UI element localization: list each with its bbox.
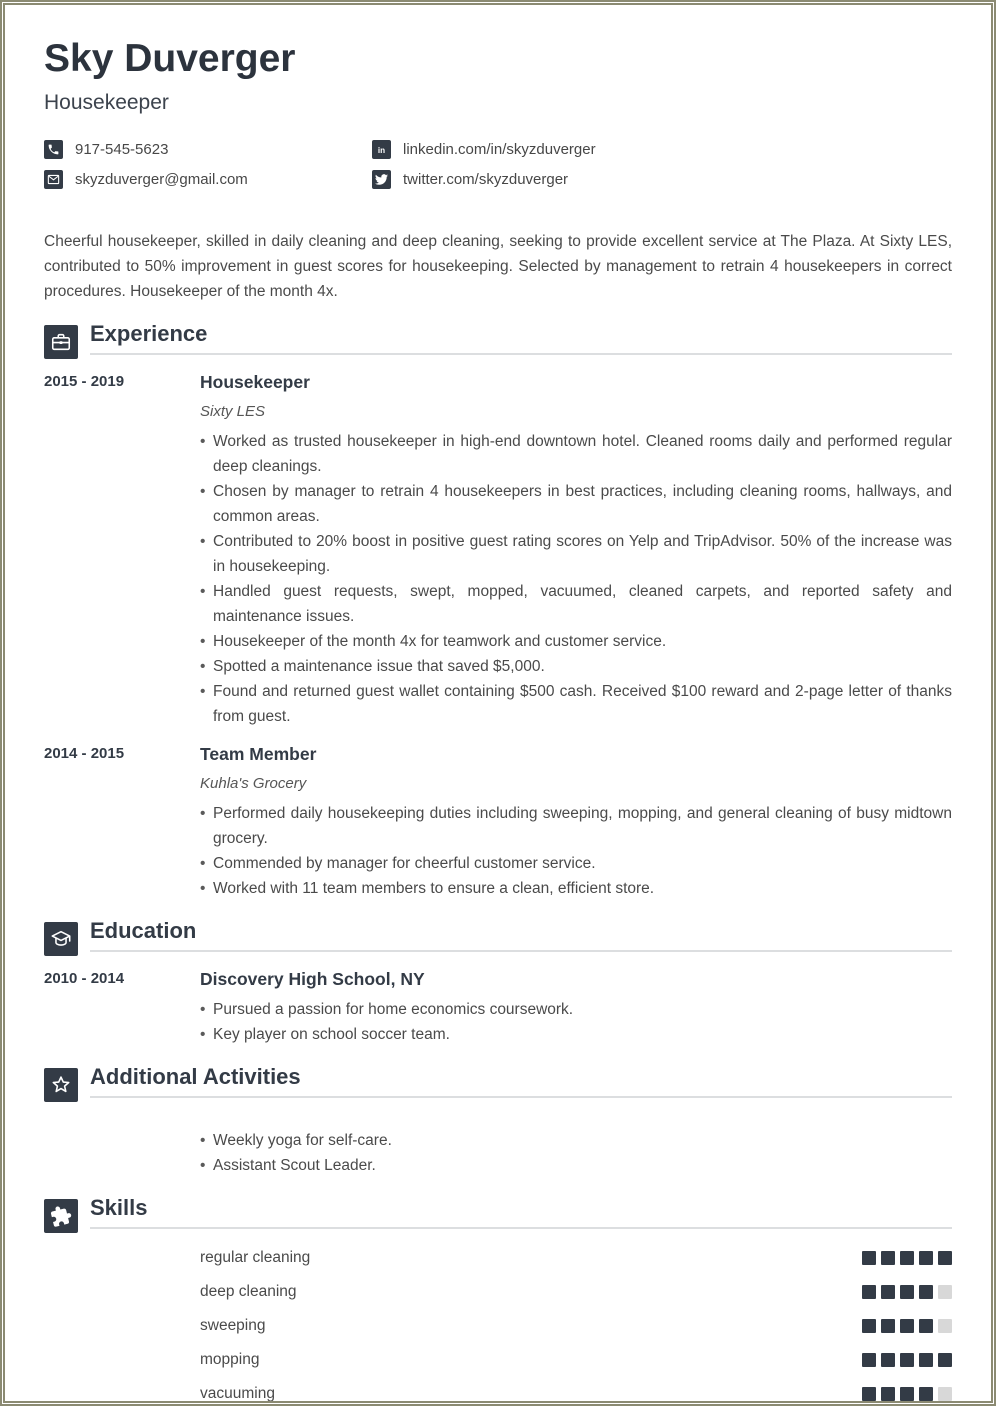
rating-square-filled (919, 1319, 933, 1333)
entry (44, 743, 952, 901)
bullet-item: • Commended by manager for cheerful customer service. (200, 851, 952, 876)
skill-row (200, 1343, 952, 1377)
contact-item (372, 170, 952, 189)
experience-entries (44, 371, 952, 901)
bullet-item: • Assistant Scout Leader. (200, 1153, 952, 1178)
skill-name: mopping (200, 1351, 260, 1368)
entry-role: Discovery High School, NY (200, 969, 425, 989)
entry-body (200, 743, 952, 901)
section-title-underline (90, 322, 952, 355)
bullet-item: • Key player on school soccer team. (200, 1022, 952, 1047)
skills-list (44, 1241, 952, 1406)
bullet-item: • Worked with 11 team members to ensure a clean, efficient store. (200, 876, 952, 901)
resume-header (44, 35, 952, 189)
rating-square-filled (881, 1387, 895, 1401)
skill-rating (862, 1251, 952, 1265)
rating-square-filled (881, 1319, 895, 1333)
graduation-cap-icon (44, 922, 78, 956)
activities-entries (44, 1114, 952, 1178)
rating-square-filled (900, 1285, 914, 1299)
puzzle-piece-icon (44, 1199, 78, 1233)
person-job-title: Housekeeper (44, 91, 169, 114)
rating-square-filled (862, 1319, 876, 1333)
section-experience (44, 321, 952, 901)
bullet-item: • Found and returned guest wallet containing $500 cash. Received $100 reward and 2-page letter of thanks from guest. (200, 679, 952, 729)
rating-square-filled (919, 1285, 933, 1299)
skill-rating (862, 1285, 952, 1299)
rating-square-filled (862, 1251, 876, 1265)
section-skills (44, 1195, 952, 1406)
rating-square-filled (919, 1353, 933, 1367)
rating-square-filled (900, 1387, 914, 1401)
contact-item (372, 140, 952, 159)
twitter-icon (372, 170, 391, 189)
section-header (44, 1195, 952, 1229)
rating-square-filled (900, 1353, 914, 1367)
bullet-item: • Weekly yoga for self-care. (200, 1128, 952, 1153)
contact-text: twitter.com/skyzduverger (403, 171, 569, 188)
bullet-item: • Worked as trusted housekeeper in high-end downtown hotel. Cleaned rooms daily and performed regular deep cleanings. (200, 429, 952, 479)
briefcase-icon (44, 325, 78, 359)
section-additional-activities (44, 1064, 952, 1178)
section-title: Skills (90, 1195, 148, 1220)
rating-square-filled (919, 1251, 933, 1265)
entry-organization: Kuhla's Grocery (200, 775, 307, 792)
contact-text: 917-545-5623 (75, 141, 169, 158)
svg-text:in: in (377, 145, 386, 155)
rating-square-filled (862, 1353, 876, 1367)
skill-name: deep cleaning (200, 1283, 297, 1300)
bullet-item: • Chosen by manager to retrain 4 housekeepers in best practices, including cleaning rooms, hallways, and common areas. (200, 479, 952, 529)
bullet-item: • Pursued a passion for home economics coursework. (200, 997, 952, 1022)
entry-dates: 2010 - 2014 (44, 970, 125, 987)
linkedin-icon (372, 140, 391, 159)
rating-square-filled (900, 1319, 914, 1333)
contact-item (44, 170, 372, 189)
section-title-underline (90, 919, 952, 952)
entry-body (200, 968, 952, 1047)
entry-organization: Sixty LES (200, 403, 266, 420)
entry-dates: 2015 - 2019 (44, 373, 125, 390)
skill-name: sweeping (200, 1317, 266, 1334)
skill-row (200, 1275, 952, 1309)
bullet-list (200, 801, 952, 901)
bullet-item: • Housekeeper of the month 4x for teamwork and customer service. (200, 629, 952, 654)
skill-row (200, 1309, 952, 1343)
skill-row (200, 1377, 952, 1406)
rating-square-empty (938, 1285, 952, 1299)
section-header (44, 1064, 952, 1098)
section-title-underline (90, 1065, 952, 1098)
skill-rating (862, 1353, 952, 1367)
contact-text: linkedin.com/in/skyzduverger (403, 141, 596, 158)
person-name: Sky Duverger (44, 37, 296, 80)
rating-square-filled (881, 1353, 895, 1367)
rating-square-filled (881, 1251, 895, 1265)
bullet-list (200, 1128, 952, 1178)
entry-dates: 2014 - 2015 (44, 745, 125, 762)
rating-square-empty (938, 1387, 952, 1401)
star-icon (44, 1068, 78, 1102)
skill-rating (862, 1319, 952, 1333)
entry-body (200, 1114, 952, 1178)
rating-square-filled (900, 1251, 914, 1265)
skill-rating (862, 1387, 952, 1401)
rating-square-filled (862, 1285, 876, 1299)
rating-square-filled (938, 1353, 952, 1367)
section-title: Education (90, 918, 197, 943)
section-education (44, 918, 952, 1047)
rating-square-empty (938, 1319, 952, 1333)
bullet-item: • Performed daily housekeeping duties including sweeping, mopping, and general cleaning of busy midtown grocery. (200, 801, 952, 851)
entry-role: Housekeeper (200, 372, 310, 392)
section-header (44, 918, 952, 952)
section-title: Additional Activities (90, 1064, 301, 1089)
section-header (44, 321, 952, 355)
summary-text: Cheerful housekeeper, skilled in daily cleaning and deep cleaning, seeking to provide excellent service at The Plaza. At Sixty LES, contributed to 50% improvement in guest scores for housekeeping. Selected by management to retrain 4 housekeepers in correct procedures. Housekeeper of the month 4x. (44, 233, 952, 300)
entry (44, 968, 952, 1047)
rating-square-filled (938, 1251, 952, 1265)
rating-square-filled (881, 1285, 895, 1299)
rating-square-filled (919, 1387, 933, 1401)
contact-text: skyzduverger@gmail.com (75, 171, 248, 188)
rating-square-filled (862, 1387, 876, 1401)
bullet-list (200, 997, 952, 1047)
bullet-list (200, 429, 952, 729)
education-entries (44, 968, 952, 1047)
phone-icon (44, 140, 63, 159)
contact-item (44, 140, 372, 159)
entry-dates (44, 1114, 200, 1178)
entry (44, 371, 952, 729)
bullet-item: • Contributed to 20% boost in positive guest rating scores on Yelp and TripAdvisor. 50% of the increase was in housekeeping. (200, 529, 952, 579)
section-title: Experience (90, 321, 208, 346)
entry-role: Team Member (200, 744, 317, 764)
email-icon (44, 170, 63, 189)
skill-name: vacuuming (200, 1385, 275, 1402)
section-title-underline (90, 1196, 952, 1229)
skill-row (200, 1241, 952, 1275)
entry-body (200, 371, 952, 729)
bullet-item: • Handled guest requests, swept, mopped, vacuumed, cleaned carpets, and reported safety and maintenance issues. (200, 579, 952, 629)
skill-name: regular cleaning (200, 1249, 311, 1266)
contact-list (44, 140, 952, 189)
bullet-item: • Spotted a maintenance issue that saved $5,000. (200, 654, 952, 679)
entry (44, 1114, 952, 1178)
